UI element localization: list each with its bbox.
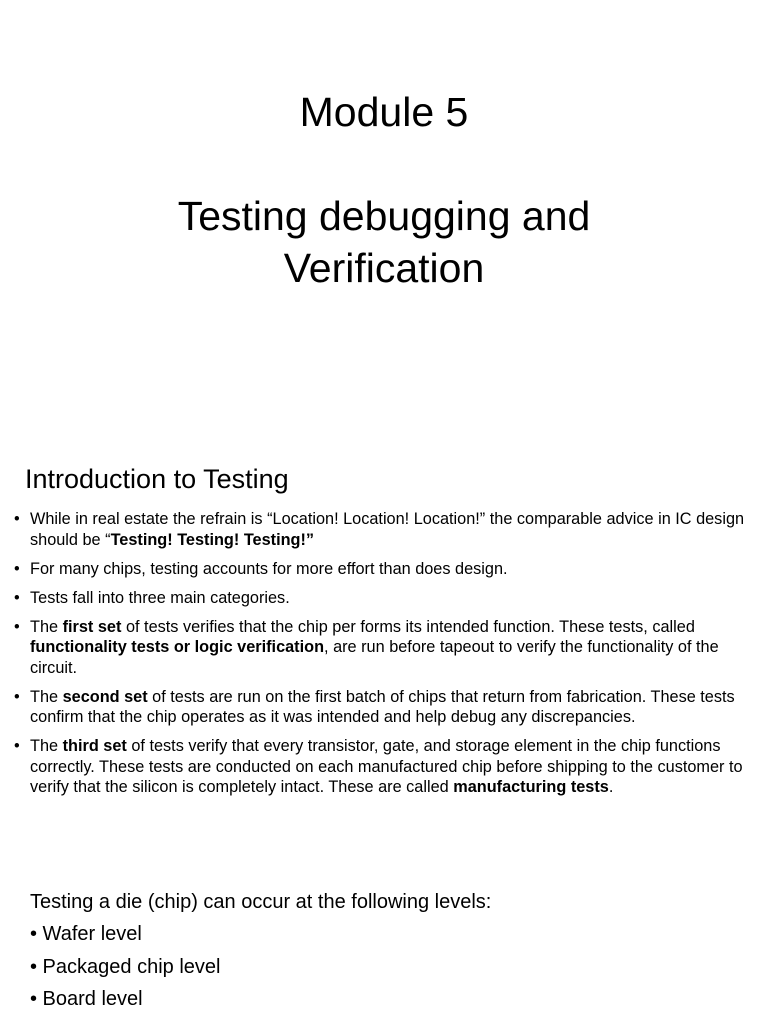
bullet-icon: • [14, 737, 20, 756]
bullet-bold-text: Testing! Testing! Testing!” [110, 530, 315, 549]
bullet-text: Tests fall into three main categories. [30, 588, 290, 607]
bullet-text: of tests are run on the first batch of chips that return from fabrication. These tests confirm that the chip operates as it was intended and help debug any discrepancies. [30, 687, 735, 727]
bullet-item-5 [0, 687, 760, 728]
module-title: Module 5 [299, 89, 469, 135]
topic-title [0, 190, 768, 294]
bullet-text: The [30, 687, 63, 706]
bullet-icon: • [14, 687, 20, 706]
bullet-bold-text: functionality tests or logic verification [30, 638, 325, 657]
bullet-icon: • [14, 510, 20, 528]
bullet-icon: • [14, 559, 20, 578]
bullet-text: of tests verify that every transistor, gate, and storage element in the chip functions correctly. These tests are conducted on each manufactured chip before shipping to the customer to verify that the silicon is completely intact. These are called [30, 737, 743, 797]
bullet-bold-text: second set [62, 687, 148, 706]
topic-title-line2: Verification [283, 245, 485, 291]
levels-item-packaged-chip: • Packaged chip level [30, 955, 221, 978]
bullet-text: of tests verifies that the chip per forms its intended function. These tests, called [121, 617, 695, 636]
levels-intro: Testing a die (chip) can occur at the following levels: [30, 891, 492, 913]
bullet-item-3 [0, 588, 760, 609]
bullet-item-2 [0, 559, 760, 580]
levels-item-wafer: • Wafer level [30, 923, 142, 945]
bullet-text: The [30, 617, 63, 636]
bullet-icon: • [14, 588, 20, 607]
bullet-text: The [30, 737, 63, 756]
levels-item-board: • Board level [30, 988, 143, 1010]
bullet-text: , are run before tapeout to verify the functionality of the circuit. [30, 638, 719, 677]
bullet-item-6 [0, 736, 760, 798]
bullet-text: For many chips, testing accounts for more effort than does design. [30, 559, 508, 578]
levels-list [30, 920, 220, 1018]
bullet-item-4 [0, 617, 760, 679]
bullet-text: . [608, 778, 614, 797]
bullet-bold-text: third set [62, 737, 127, 756]
bullet-item-1 [0, 509, 760, 550]
bullet-text: While in real estate the refrain is “Location! Location! Location!” the comparable advice in IC design should be “ [30, 510, 745, 549]
bullet-bold-text: first set [62, 617, 122, 636]
bullet-bold-text: manufacturing tests [453, 778, 609, 797]
section-heading: Introduction to Testing [25, 464, 289, 494]
intro-bullet-list [0, 509, 760, 806]
topic-title-line1: Testing debugging and [177, 193, 591, 239]
bullet-icon: • [14, 617, 20, 636]
